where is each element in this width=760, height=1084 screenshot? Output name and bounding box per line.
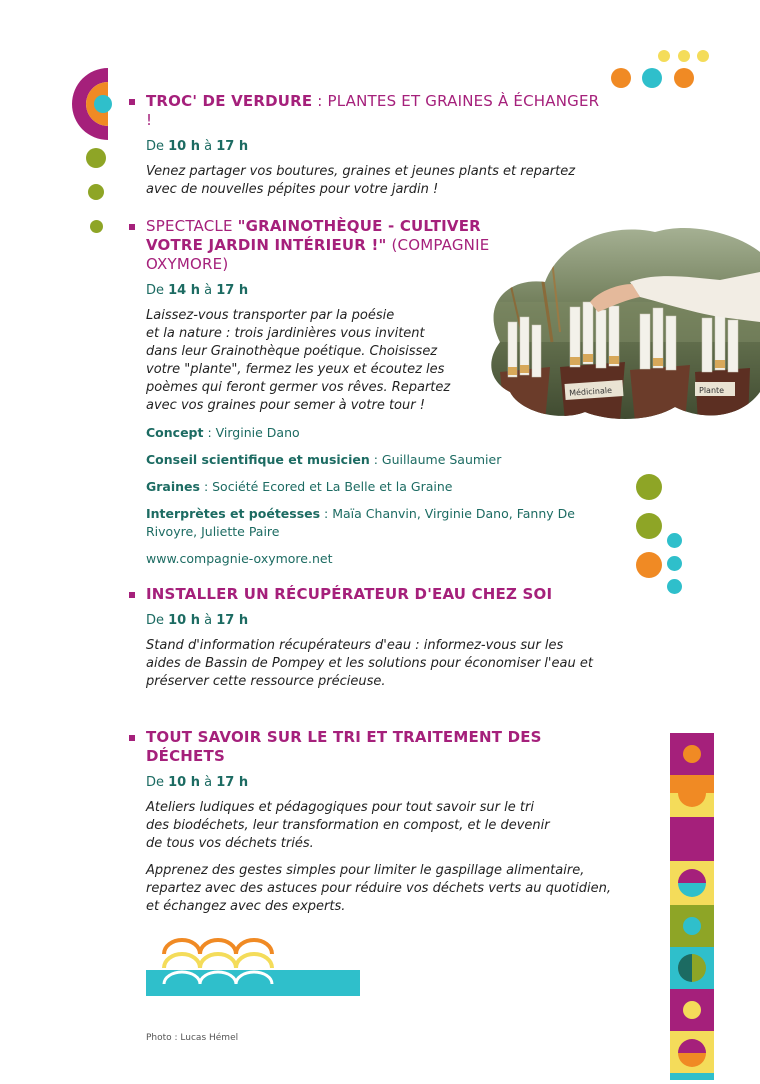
description-line: dans leur Grainothèque poétique. Choisissez <box>146 344 438 359</box>
description-line: et la nature : trois jardinières vous invitent <box>146 326 425 341</box>
credit-value: : Maïa Chanvin, Virginie Dano, Fanny De Rivoyre, Juliette Paire <box>146 506 575 539</box>
title-bold: TROC' DE VERDURE <box>146 92 313 110</box>
section-description: Stand d'information récupérateurs d'eau : informez-vous sur les aides de Bassin de Pompey et les solutions pour économiser l'eau et préserver cette ressource précieuse. <box>146 638 593 689</box>
credit-value: : Guillaume Saumier <box>369 452 502 467</box>
cyan-dot-decoration <box>642 68 662 88</box>
description-line: poèmes qui feront germer vos rêves. Repartez <box>146 380 451 395</box>
photo-label-text: Médicinale <box>568 385 613 398</box>
time-start: 10 h <box>168 775 201 790</box>
section-spectacle-grainotheque <box>130 217 610 568</box>
orange-dot-decoration <box>611 68 631 88</box>
geometric-pattern <box>670 733 714 1080</box>
credit-concept <box>146 424 610 442</box>
time-start: 14 h <box>168 283 201 298</box>
time-mid: à <box>200 283 217 298</box>
bullet-icon <box>129 224 135 230</box>
time-prefix: De <box>146 283 169 298</box>
cyan-dot-decoration <box>667 579 682 594</box>
credit-graines <box>146 478 610 496</box>
time-prefix: De <box>146 139 169 154</box>
time-end: 17 h <box>216 139 249 154</box>
schedule-time <box>146 775 610 790</box>
title-pre: SPECTACLE <box>146 217 238 235</box>
photo-credit: Photo : Lucas Hémel <box>146 1033 239 1043</box>
title-rest: : PLANTES ET GRAINES À ÉCHANGER ! <box>146 92 600 129</box>
credit-value: : Virginie Dano <box>203 425 300 440</box>
yellow-dot-decoration <box>678 50 690 62</box>
orange-dot-decoration <box>636 552 662 578</box>
section-description: Apprenez des gestes simples pour limiter le gaspillage alimentaire, repartez avec des astuces pour réduire vos déchets verts au quotidien, et échangez avec des experts. <box>146 863 611 914</box>
title-bold: "GRAINOTHÈQUE - CULTIVER VOTRE JARDIN INTÉRIEUR !" <box>146 217 481 254</box>
schedule-time <box>146 139 600 154</box>
title-bold: INSTALLER UN RÉCUPÉRATEUR D'EAU CHEZ SOI <box>146 585 553 603</box>
bullet-icon <box>129 592 135 598</box>
section-title <box>146 217 526 274</box>
title-rest: (COMPAGNIE OXYMORE) <box>146 236 490 273</box>
time-mid: à <box>200 775 217 790</box>
section-tri-dechets <box>130 728 610 916</box>
geometric-column-decoration <box>670 733 714 1080</box>
description-line: votre "plante", fermez les yeux et écoutez les <box>146 362 445 377</box>
section-title <box>146 728 610 766</box>
section-recuperateur-eau <box>130 585 600 691</box>
green-dot-decoration <box>636 474 662 500</box>
green-dot-decoration <box>86 148 106 168</box>
yellow-dot-decoration <box>658 50 670 62</box>
title-bold: TOUT SAVOIR SUR LE TRI ET TRAITEMENT DES DÉCHETS <box>146 728 542 765</box>
green-dot-decoration <box>90 220 103 233</box>
section-title <box>146 585 600 604</box>
credit-value: : Société Ecored et La Belle et la Graine <box>199 479 453 494</box>
time-mid: à <box>200 613 217 628</box>
credit-label: Conseil scientifique et musicien <box>146 452 370 467</box>
description-line: avec vos graines pour semer à votre tour ! <box>146 398 425 413</box>
bullet-icon <box>129 99 135 105</box>
green-dot-decoration <box>88 184 104 200</box>
credit-label: Concept <box>146 425 204 440</box>
section-description <box>146 307 610 415</box>
credit-interpretes <box>146 505 616 541</box>
section-title <box>146 92 600 130</box>
time-start: 10 h <box>168 613 201 628</box>
time-end: 17 h <box>216 613 249 628</box>
website-link[interactable]: www.compagnie-oxymore.net <box>146 551 333 566</box>
green-dot-decoration <box>636 513 662 539</box>
half-disc-decoration <box>70 68 114 140</box>
cyan-dot-decoration <box>667 556 682 571</box>
orange-dot-decoration <box>674 68 694 88</box>
waves-decoration <box>146 938 360 998</box>
section-troc-de-verdure <box>130 92 600 199</box>
section-description: Ateliers ludiques et pédagogiques pour tout savoir sur le tri des biodéchets, leur transformation en compost, et le devenir de tous vos déchets triés. <box>146 800 550 851</box>
credit-label: Graines <box>146 479 200 494</box>
bullet-icon <box>129 735 135 741</box>
time-prefix: De <box>146 613 169 628</box>
time-prefix: De <box>146 775 169 790</box>
credit-label: Interprètes et poétesses <box>146 506 321 521</box>
time-end: 17 h <box>216 775 249 790</box>
description-line: Laissez-vous transporter par la poésie <box>146 308 395 323</box>
time-end: 17 h <box>216 283 249 298</box>
yellow-dot-decoration <box>697 50 709 62</box>
section-description: Venez partager vos boutures, graines et jeunes plants et repartez avec de nouvelles pépites pour votre jardin ! <box>146 164 576 197</box>
time-start: 10 h <box>168 139 201 154</box>
schedule-time <box>146 613 600 628</box>
time-mid: à <box>200 139 217 154</box>
cyan-dot-decoration <box>667 533 682 548</box>
credit-conseil <box>146 451 610 469</box>
photo-label-text: Plante <box>699 386 725 395</box>
schedule-time <box>146 283 610 298</box>
